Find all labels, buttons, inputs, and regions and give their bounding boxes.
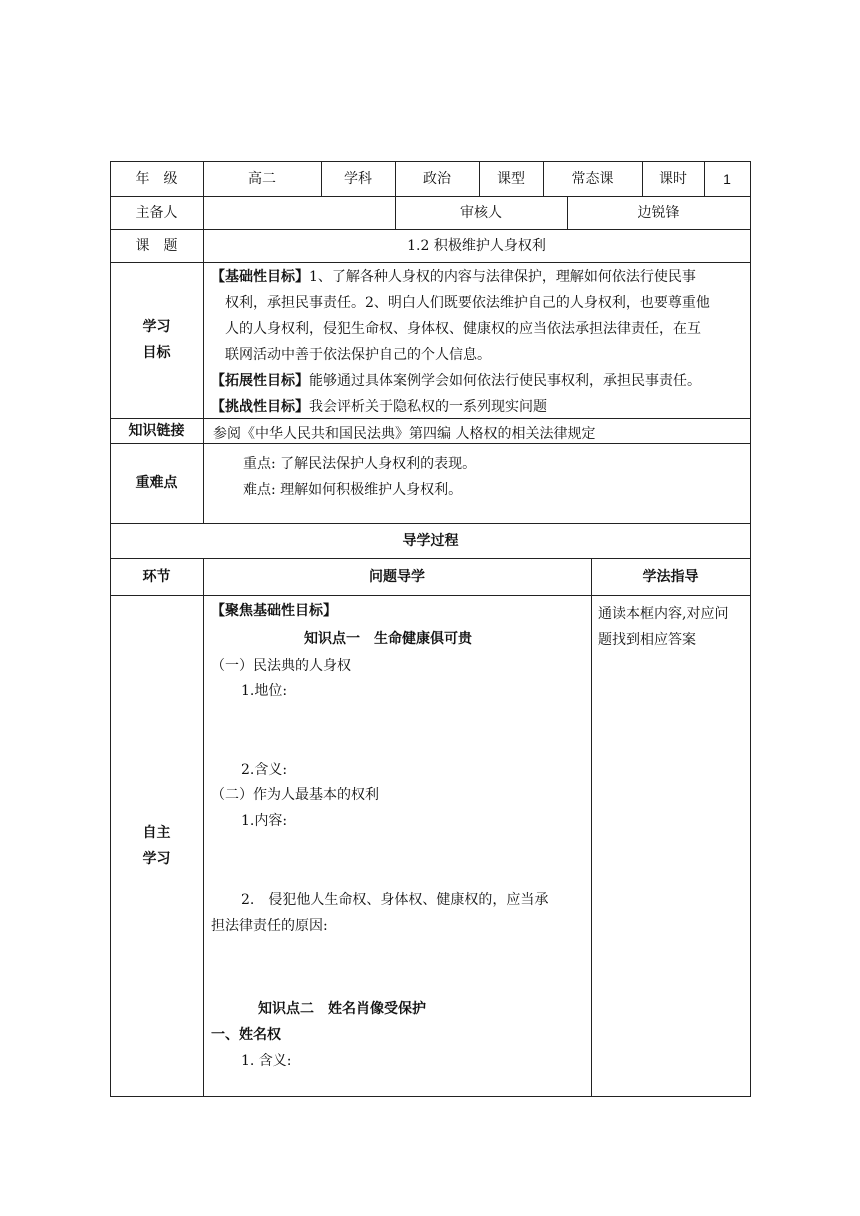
section-1: （一）民法典的人身权: [211, 658, 351, 674]
preparer-label: 主备人: [135, 204, 178, 221]
row-line: [110, 443, 751, 444]
goals-label: [110, 262, 203, 418]
hours-label: 课时: [659, 170, 687, 187]
self-study-label-line2: 学习: [142, 850, 171, 867]
basic-goal-line4: 联网活动中善于依法保护自己的个人信息。: [225, 347, 491, 363]
type-value: 常态课: [571, 170, 614, 187]
topic-value: 1.2 积极维护人身权利: [407, 237, 546, 254]
section-1-1: 1.地位:: [241, 683, 288, 699]
ext-goal-text: 能够通过具体案例学会如何依法行使民事权利，承担民事责任。: [309, 373, 701, 389]
section-2-2-line1: 2. 侵犯他人生命权、身体权、健康权的，应当承: [241, 892, 549, 908]
kp1-title: 知识点一 生命健康俱可贵: [304, 631, 472, 647]
border-right: [750, 161, 751, 1097]
section-3: 一、姓名权: [211, 1027, 281, 1043]
basic-goal-text1: 1、了解各种人身权的内容与法律保护，理解如何依法行使民事: [309, 269, 696, 285]
link-text: 参阅《中华人民共和国民法典》第四编 人格权的相关法律规定: [213, 426, 596, 442]
ext-goal: [211, 370, 701, 390]
basic-goal-line2: 权利，承担民事责任。2、明白人们既要依法维护自己的人身权利，也要尊重他: [225, 295, 710, 311]
row-line: [110, 262, 751, 263]
process-title: 导学过程: [402, 532, 459, 549]
grade-label: 年 级: [135, 170, 178, 187]
hours-value: 1: [723, 170, 731, 187]
topic-label: 课 题: [135, 237, 178, 254]
kp2-title: 知识点二 姓名肖像受保护: [258, 1001, 426, 1017]
ext-goal-tag: 【拓展性目标】: [211, 373, 309, 389]
chal-goal-tag: 【挑战性目标】: [211, 399, 309, 415]
col-line: [591, 558, 592, 1096]
basic-goal-tag: 【基础性目标】: [211, 269, 309, 285]
link-label: 知识链接: [128, 422, 185, 439]
grade-value: 高二: [248, 170, 276, 187]
basic-goal-line1: [211, 266, 696, 286]
row-line: [110, 418, 751, 419]
col-line: [203, 558, 204, 1096]
self-study-label: [110, 595, 203, 1096]
reviewer-label: 审核人: [460, 204, 502, 221]
method-guide-line2: 题找到相应答案: [598, 632, 696, 648]
chal-goal-text: 我会评析关于隐私权的一系列现实问题: [309, 399, 547, 415]
key-point: 重点: 了解民法保护人身权利的表现。: [243, 456, 477, 472]
col-method-header: 学法指导: [642, 568, 699, 585]
method-guide-line1: 通读本框内容,对应问: [598, 606, 729, 622]
focus-tag: 【聚焦基础性目标】: [211, 603, 337, 619]
self-study-label-line1: 自主: [142, 824, 171, 841]
border-bottom: [110, 1096, 751, 1097]
section-2-1: 1.内容:: [241, 813, 288, 829]
section-3-1: 1. 含义:: [241, 1053, 292, 1069]
row-line: [110, 595, 751, 596]
col-question-header: 问题导学: [369, 568, 425, 585]
section-1-2: 2.含义:: [241, 762, 288, 778]
difficult-point: 难点: 理解如何积极维护人身权利。: [243, 482, 463, 498]
preparer-value: [203, 196, 395, 229]
key-label: 重难点: [135, 475, 178, 491]
subject-label: 学科: [344, 170, 372, 187]
chal-goal: [211, 396, 547, 416]
basic-goal-line3: 人的人身权利，侵犯生命权、身体权、健康权的应当依法承担法律责任，在互: [225, 321, 701, 337]
subject-value: 政治: [423, 170, 451, 187]
goals-label-line2: 目标: [142, 345, 171, 361]
section-2-2-line2: 担法律责任的原因:: [211, 918, 328, 934]
section-2: （二）作为人最基本的权利: [211, 787, 379, 803]
goals-label-line1: 学习: [142, 319, 171, 335]
col-stage-header: 环节: [142, 568, 171, 585]
type-label: 课型: [497, 170, 525, 187]
reviewer-value: 边锐锋: [637, 204, 680, 221]
